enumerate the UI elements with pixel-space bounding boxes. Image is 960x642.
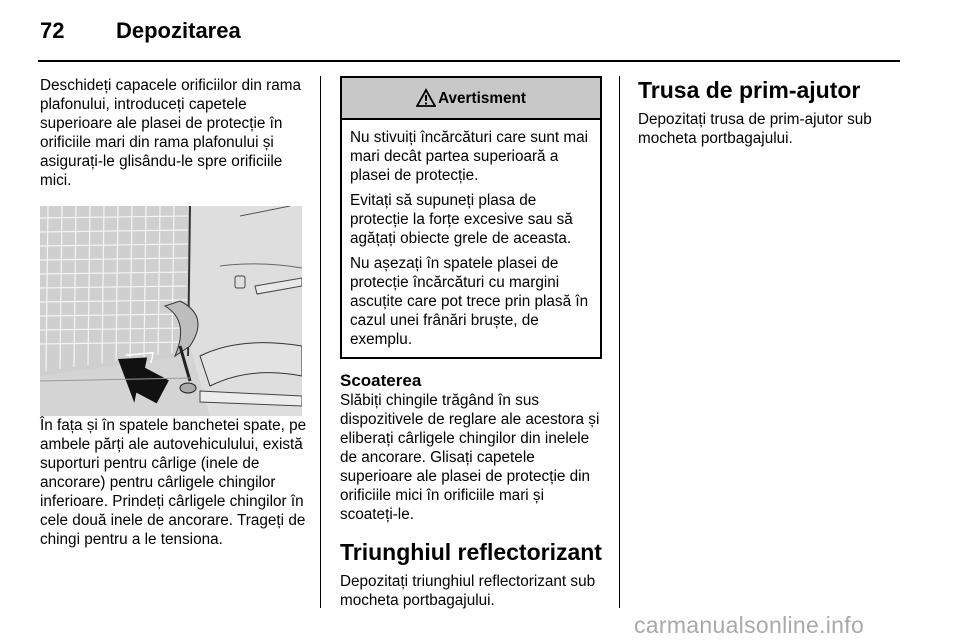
column-divider xyxy=(619,76,620,608)
first-aid-heading: Trusa de prim-ajutor xyxy=(638,77,861,103)
warning-body xyxy=(342,120,600,357)
illustration-drawing xyxy=(40,206,302,416)
removal-heading: Scoaterea xyxy=(340,371,422,390)
watermark-text: carmanualsonline.info xyxy=(634,612,865,638)
instruction-paragraph: Deschideți capacele orificiilor din rama plafonului, introduceți capetele superioare ale plasei de protecție în orificiile mari din rama plafonului și asigurați-le glisându-le spre orificiile mici. xyxy=(40,77,302,189)
reflective-triangle-heading: Triunghiul reflectorizant xyxy=(340,539,602,565)
first-aid-paragraph: Depozitați trusa de prim-ajutor sub mocheta portbagajului. xyxy=(638,111,872,147)
reflective-triangle-paragraph: Depozitați triunghiul reflectorizant sub mocheta portbagajului. xyxy=(340,573,596,609)
warning-box xyxy=(340,76,602,359)
removal-paragraph: Slăbiți chingile trăgând în sus dispozitivele de reglare ale acestora și eliberați cârligele chingilor din inelele de ancorare. Glisați capetele superioare ale plasei de protecție din orificiile mici în orificiile mari și scoateți-le. xyxy=(340,392,600,523)
warning-title: Avertisment xyxy=(438,89,526,107)
page-number: 72 xyxy=(40,18,65,43)
page-header xyxy=(40,14,920,56)
instruction-paragraph: În fața și în spatele banchetei spate, pe ambele părți ale autovehiculului, există suporturi pentru cârlige (inele de ancorare) pentru cârligele chingilor inferioare. Prindeți cârligele chingilor în cele două inele de ancorare. Trageți de chingi pentru a le tensiona. xyxy=(40,417,307,548)
column-left xyxy=(40,76,308,549)
column-middle xyxy=(340,76,602,610)
warning-paragraph: Nu așezați în spatele plasei de protecție încărcături cu margini ascuțite care pot trece prin plasă în cazul unei frânări bruște, de exemplu. xyxy=(350,255,589,348)
warning-paragraph: Evitați să supuneți plasa de protecție la forțe excesive sau să agățați obiecte grele de aceasta. xyxy=(350,192,573,247)
warning-paragraph: Nu stivuiți încărcături care sunt mai mari decât partea superioară a plasei de protecție. xyxy=(350,129,589,184)
warning-header xyxy=(342,78,600,120)
column-divider xyxy=(320,76,321,608)
column-right xyxy=(638,76,908,148)
section-title: Depozitarea xyxy=(116,18,241,43)
cargo-net-illustration xyxy=(40,206,302,416)
header-rule xyxy=(38,60,900,62)
warning-triangle-icon xyxy=(416,88,436,108)
